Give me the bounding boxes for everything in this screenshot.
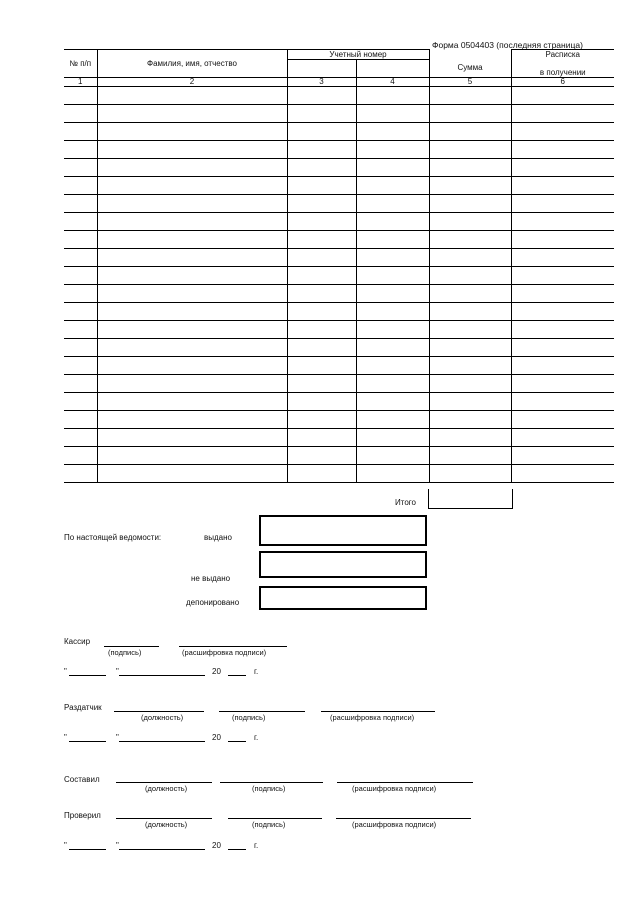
cashier-label: Кассир bbox=[64, 637, 91, 646]
total-label: Итого bbox=[395, 498, 416, 507]
table-row bbox=[64, 303, 614, 321]
table-cell[interactable] bbox=[287, 123, 356, 141]
date-quote-open: " bbox=[64, 733, 67, 742]
compiled-signature-line[interactable] bbox=[220, 782, 323, 783]
table-cell[interactable] bbox=[97, 321, 287, 339]
table-cell[interactable] bbox=[97, 339, 287, 357]
table-cell[interactable] bbox=[287, 105, 356, 123]
table-cell[interactable] bbox=[511, 105, 614, 123]
table-cell[interactable] bbox=[97, 267, 287, 285]
table-cell[interactable] bbox=[511, 465, 614, 483]
column-number: 5 bbox=[429, 78, 511, 87]
distributor-position-line[interactable] bbox=[114, 711, 204, 712]
date-quote-close: " bbox=[116, 841, 119, 850]
table-cell[interactable] bbox=[64, 267, 97, 285]
table-cell[interactable] bbox=[287, 465, 356, 483]
table-row bbox=[64, 267, 614, 285]
date-quote-close: " bbox=[116, 667, 119, 676]
table-cell[interactable] bbox=[64, 159, 97, 177]
table-cell[interactable] bbox=[429, 231, 511, 249]
table-cell[interactable] bbox=[356, 357, 429, 375]
table-cell[interactable] bbox=[356, 447, 429, 465]
table-cell[interactable] bbox=[287, 141, 356, 159]
table-cell[interactable] bbox=[356, 375, 429, 393]
column-numbers-row bbox=[64, 78, 614, 87]
table-cell[interactable] bbox=[64, 87, 97, 105]
table-cell[interactable] bbox=[429, 195, 511, 213]
table-cell[interactable] bbox=[511, 141, 614, 159]
table-row bbox=[64, 231, 614, 249]
table-cell[interactable] bbox=[97, 213, 287, 231]
table-cell[interactable] bbox=[356, 285, 429, 303]
table-cell[interactable] bbox=[356, 195, 429, 213]
table-cell[interactable] bbox=[429, 303, 511, 321]
checked-position-caption: (должность) bbox=[145, 820, 188, 829]
table-cell[interactable] bbox=[97, 465, 287, 483]
compiled-position-caption: (должность) bbox=[145, 784, 188, 793]
date-year-line[interactable] bbox=[228, 741, 246, 742]
table-cell[interactable] bbox=[511, 429, 614, 447]
checked-signature-line[interactable] bbox=[228, 818, 322, 819]
table-cell[interactable] bbox=[97, 375, 287, 393]
table-row bbox=[64, 123, 614, 141]
column-number: 4 bbox=[356, 78, 429, 87]
deposited-amount-field[interactable] bbox=[259, 586, 427, 610]
table-row bbox=[64, 375, 614, 393]
date-year-prefix: 20 bbox=[212, 667, 221, 676]
date-year-prefix: 20 bbox=[212, 733, 221, 742]
table-cell[interactable] bbox=[287, 213, 356, 231]
table-cell[interactable] bbox=[97, 141, 287, 159]
table-cell[interactable] bbox=[64, 393, 97, 411]
table-cell[interactable] bbox=[356, 87, 429, 105]
compiled-decoding-caption: (расшифровка подписи) bbox=[352, 784, 437, 793]
distributor-label: Раздатчик bbox=[64, 703, 102, 712]
checked-label: Проверил bbox=[64, 811, 101, 820]
table-row bbox=[64, 87, 614, 105]
date-month-line[interactable] bbox=[119, 675, 205, 676]
table-cell[interactable] bbox=[64, 249, 97, 267]
table-cell[interactable] bbox=[356, 231, 429, 249]
table-cell[interactable] bbox=[97, 393, 287, 411]
table-cell[interactable] bbox=[97, 195, 287, 213]
header-account: Учетный номер bbox=[287, 50, 429, 60]
column-number: 6 bbox=[511, 78, 614, 87]
table-cell[interactable] bbox=[511, 195, 614, 213]
table-cell[interactable] bbox=[287, 429, 356, 447]
table-row bbox=[64, 195, 614, 213]
table-cell[interactable] bbox=[429, 249, 511, 267]
table-cell[interactable] bbox=[511, 447, 614, 465]
table-cell[interactable] bbox=[287, 177, 356, 195]
table-cell[interactable] bbox=[429, 285, 511, 303]
table-cell[interactable] bbox=[429, 339, 511, 357]
distributor-signature-line[interactable] bbox=[219, 711, 305, 712]
table-cell[interactable] bbox=[97, 123, 287, 141]
column-number: 2 bbox=[97, 78, 287, 87]
table-cell[interactable] bbox=[64, 447, 97, 465]
column-number: 1 bbox=[64, 78, 97, 87]
compiled-position-line[interactable] bbox=[116, 782, 212, 783]
cashier-signature-line[interactable] bbox=[104, 646, 159, 647]
table-cell[interactable] bbox=[64, 411, 97, 429]
table-cell[interactable] bbox=[287, 231, 356, 249]
date-year-line[interactable] bbox=[228, 675, 246, 676]
table-cell[interactable] bbox=[97, 429, 287, 447]
distributor-decoding-caption: (расшифровка подписи) bbox=[330, 713, 415, 722]
date-year-line[interactable] bbox=[228, 849, 246, 850]
table-cell[interactable] bbox=[287, 267, 356, 285]
table-cell[interactable] bbox=[97, 357, 287, 375]
compiled-decoding-line[interactable] bbox=[337, 782, 473, 783]
table-cell[interactable] bbox=[287, 195, 356, 213]
header-name: Фамилия, имя, отчество bbox=[97, 50, 287, 78]
table-row bbox=[64, 393, 614, 411]
date-day-line[interactable] bbox=[69, 675, 106, 676]
table-cell[interactable] bbox=[64, 213, 97, 231]
table-cell[interactable] bbox=[287, 249, 356, 267]
distributor-position-caption: (должность) bbox=[141, 713, 184, 722]
table-cell[interactable] bbox=[511, 87, 614, 105]
not-issued-amount-field[interactable] bbox=[259, 551, 427, 578]
table-cell[interactable] bbox=[97, 303, 287, 321]
table-cell[interactable] bbox=[64, 303, 97, 321]
table-cell[interactable] bbox=[97, 285, 287, 303]
issued-label: выдано bbox=[204, 533, 232, 542]
table-cell[interactable] bbox=[97, 105, 287, 123]
date-quote-open: " bbox=[64, 667, 67, 676]
header-num: № п/п bbox=[64, 50, 97, 78]
checked-signature-caption: (подпись) bbox=[252, 820, 286, 829]
table-cell[interactable] bbox=[429, 213, 511, 231]
table-cell[interactable] bbox=[64, 123, 97, 141]
not-issued-label: не выдано bbox=[191, 574, 231, 583]
table-cell[interactable] bbox=[429, 429, 511, 447]
table-cell[interactable] bbox=[429, 357, 511, 375]
table-cell[interactable] bbox=[511, 123, 614, 141]
compiled-signature-caption: (подпись) bbox=[252, 784, 286, 793]
table-cell[interactable] bbox=[356, 465, 429, 483]
table-cell[interactable] bbox=[429, 177, 511, 195]
table-row bbox=[64, 411, 614, 429]
table-row bbox=[64, 285, 614, 303]
table-cell[interactable] bbox=[511, 231, 614, 249]
table-cell[interactable] bbox=[64, 141, 97, 159]
table-cell[interactable] bbox=[511, 357, 614, 375]
table-row bbox=[64, 141, 614, 159]
table-cell[interactable] bbox=[97, 249, 287, 267]
table-cell[interactable] bbox=[64, 339, 97, 357]
table-cell[interactable] bbox=[429, 87, 511, 105]
table-cell[interactable] bbox=[429, 321, 511, 339]
summary-intro: По настоящей ведомости: bbox=[64, 533, 162, 542]
table-cell[interactable] bbox=[287, 87, 356, 105]
table-row bbox=[64, 357, 614, 375]
table-cell[interactable] bbox=[429, 447, 511, 465]
table-cell[interactable] bbox=[287, 411, 356, 429]
deposited-label: депонировано bbox=[186, 598, 240, 607]
issued-amount-field[interactable] bbox=[259, 515, 427, 546]
total-sum-field[interactable] bbox=[428, 489, 513, 509]
table-cell[interactable] bbox=[356, 339, 429, 357]
table-cell[interactable] bbox=[64, 465, 97, 483]
table-cell[interactable] bbox=[429, 375, 511, 393]
table-row bbox=[64, 249, 614, 267]
table-cell[interactable] bbox=[356, 429, 429, 447]
table-cell[interactable] bbox=[356, 159, 429, 177]
table-cell[interactable] bbox=[429, 123, 511, 141]
table-cell[interactable] bbox=[97, 87, 287, 105]
compiled-label: Составил bbox=[64, 775, 100, 784]
payroll-table bbox=[64, 49, 614, 483]
table-cell[interactable] bbox=[356, 123, 429, 141]
table-row bbox=[64, 429, 614, 447]
table-cell[interactable] bbox=[429, 393, 511, 411]
table-cell[interactable] bbox=[356, 177, 429, 195]
table-cell[interactable] bbox=[356, 105, 429, 123]
table-cell[interactable] bbox=[511, 177, 614, 195]
table-cell[interactable] bbox=[64, 177, 97, 195]
table-cell[interactable] bbox=[287, 393, 356, 411]
checked-position-line[interactable] bbox=[116, 818, 212, 819]
table-cell[interactable] bbox=[356, 321, 429, 339]
distributor-signature-caption: (подпись) bbox=[232, 713, 266, 722]
table-cell[interactable] bbox=[429, 411, 511, 429]
table-row bbox=[64, 339, 614, 357]
table-cell[interactable] bbox=[97, 411, 287, 429]
table-row bbox=[64, 177, 614, 195]
form-code: Форма 0504403 (последняя страница) bbox=[432, 40, 583, 50]
table-cell[interactable] bbox=[97, 447, 287, 465]
table-cell[interactable] bbox=[287, 303, 356, 321]
table-row bbox=[64, 447, 614, 465]
table-cell[interactable] bbox=[356, 141, 429, 159]
table-cell[interactable] bbox=[64, 429, 97, 447]
header-receipt-1: Расписка bbox=[511, 50, 614, 60]
table-row bbox=[64, 465, 614, 483]
table-row bbox=[64, 213, 614, 231]
checked-decoding-line[interactable] bbox=[336, 818, 471, 819]
cashier-signature-caption: (подпись) bbox=[108, 648, 142, 657]
table-cell[interactable] bbox=[511, 303, 614, 321]
table-row bbox=[64, 159, 614, 177]
table-cell[interactable] bbox=[511, 321, 614, 339]
table-cell[interactable] bbox=[429, 159, 511, 177]
table-cell[interactable] bbox=[356, 267, 429, 285]
header-sum: Сумма bbox=[429, 50, 511, 78]
cashier-decoding-caption: (расшифровка подписи) bbox=[182, 648, 267, 657]
table-cell[interactable] bbox=[429, 465, 511, 483]
date-month-line[interactable] bbox=[119, 849, 205, 850]
table-cell[interactable] bbox=[429, 141, 511, 159]
table-cell[interactable] bbox=[64, 285, 97, 303]
table-cell[interactable] bbox=[287, 339, 356, 357]
table-cell[interactable] bbox=[356, 249, 429, 267]
table-cell[interactable] bbox=[287, 159, 356, 177]
table-cell[interactable] bbox=[511, 213, 614, 231]
table-cell[interactable] bbox=[356, 213, 429, 231]
table-cell[interactable] bbox=[429, 105, 511, 123]
date-day-line[interactable] bbox=[69, 741, 106, 742]
table-cell[interactable] bbox=[511, 249, 614, 267]
date-day-line[interactable] bbox=[69, 849, 106, 850]
table-cell[interactable] bbox=[64, 105, 97, 123]
table-cell[interactable] bbox=[287, 357, 356, 375]
table-cell[interactable] bbox=[511, 339, 614, 357]
date-month-line[interactable] bbox=[119, 741, 205, 742]
date-year-suffix: г. bbox=[254, 841, 259, 850]
table-cell[interactable] bbox=[356, 393, 429, 411]
table-cell[interactable] bbox=[356, 303, 429, 321]
column-number: 3 bbox=[287, 78, 356, 87]
table-cell[interactable] bbox=[64, 195, 97, 213]
table-cell[interactable] bbox=[64, 321, 97, 339]
table-cell[interactable] bbox=[511, 267, 614, 285]
header-receipt-2: в получении bbox=[511, 60, 614, 78]
distributor-decoding-line[interactable] bbox=[321, 711, 435, 712]
table-cell[interactable] bbox=[97, 177, 287, 195]
table-cell[interactable] bbox=[64, 357, 97, 375]
table-cell[interactable] bbox=[511, 393, 614, 411]
table-cell[interactable] bbox=[356, 411, 429, 429]
table-cell[interactable] bbox=[64, 375, 97, 393]
table-row bbox=[64, 321, 614, 339]
cashier-decoding-line[interactable] bbox=[179, 646, 287, 647]
table-cell[interactable] bbox=[287, 321, 356, 339]
date-year-suffix: г. bbox=[254, 667, 259, 676]
table-cell[interactable] bbox=[511, 375, 614, 393]
table-cell[interactable] bbox=[511, 411, 614, 429]
table-row bbox=[64, 105, 614, 123]
table-cell[interactable] bbox=[64, 231, 97, 249]
table-cell[interactable] bbox=[511, 159, 614, 177]
table-cell[interactable] bbox=[97, 159, 287, 177]
checked-decoding-caption: (расшифровка подписи) bbox=[352, 820, 437, 829]
table-cell[interactable] bbox=[287, 285, 356, 303]
table-cell[interactable] bbox=[511, 285, 614, 303]
table-cell[interactable] bbox=[287, 447, 356, 465]
date-year-prefix: 20 bbox=[212, 841, 221, 850]
date-year-suffix: г. bbox=[254, 733, 259, 742]
table-cell[interactable] bbox=[287, 375, 356, 393]
date-quote-close: " bbox=[116, 733, 119, 742]
table-cell[interactable] bbox=[97, 231, 287, 249]
date-quote-open: " bbox=[64, 841, 67, 850]
table-cell[interactable] bbox=[429, 267, 511, 285]
